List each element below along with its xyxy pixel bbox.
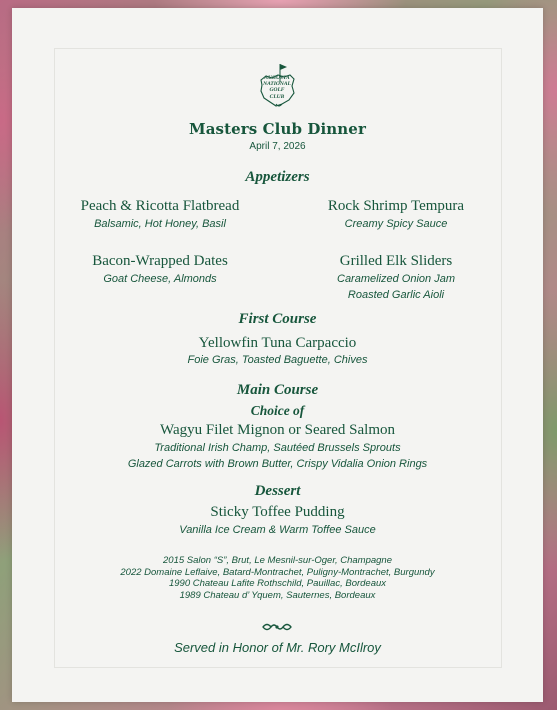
section-heading-appetizers: Appetizers [245, 169, 310, 185]
menu-card [12, 8, 543, 702]
logo-line-3: GOLF [269, 87, 285, 94]
section-heading-dessert: Dessert [254, 483, 301, 499]
dinner-date: April 7, 2026 [249, 141, 306, 152]
dish-name: Grilled Elk Sliders [339, 253, 453, 269]
wine-item: 2022 Domaine Leflaive, Batard-Montrachet, Puligny-Montrachet, Burgundy [120, 566, 435, 578]
dish-description: Goat Cheese, Almonds [103, 273, 217, 285]
wine-item: 1990 Chateau Lafite Rothschild, Pauillac, Bordeaux [168, 578, 387, 589]
dish-name: Wagyu Filet Mignon or Seared Salmon [159, 422, 395, 438]
choice-of-label: Choice of [250, 403, 305, 418]
dish-name: Yellowfin Tuna Carpaccio [198, 335, 357, 351]
logo-line-1: AUGUSTA [264, 75, 290, 81]
dish-name: Bacon-Wrapped Dates [92, 253, 228, 269]
logo-line-4: CLUB [269, 93, 285, 100]
wine-item: 1989 Chateau d’ Yquem, Sauternes, Bordeaux [179, 589, 376, 601]
dish-description: Glazed Carrots with Brown Butter, Crispy Vidalia Onion Rings [127, 458, 428, 470]
wine-list [12, 555, 543, 601]
dish-description: Balsamic, Hot Honey, Basil [94, 218, 226, 230]
dish-description: Traditional Irish Champ, Sautéed Brussels Sprouts [154, 442, 401, 454]
dish-name: Rock Shrimp Tempura [327, 198, 465, 214]
logo-line-2: NATIONAL [263, 81, 291, 88]
dish-name: Peach & Ricotta Flatbread [80, 198, 240, 214]
page-title: Masters Club Dinner [189, 120, 366, 138]
dish-description: Roasted Garlic Aioli [347, 289, 445, 301]
wine-item: 2015 Salon “S”, Brut, Le Mesnil-sur-Oger, Champagne [163, 555, 392, 566]
augusta-national-logo [256, 60, 298, 112]
dish-description: Caramelized Onion Jam [337, 273, 455, 285]
section-heading-first-course: First Course [238, 311, 317, 327]
dish-description: Foie Gras, Toasted Baguette, Chives [187, 354, 368, 366]
honor-line: Served in Honor of Mr. Rory McIlroy [174, 640, 381, 655]
dish-name: Sticky Toffee Pudding [210, 504, 345, 520]
section-heading-main-course: Main Course [236, 382, 319, 398]
dish-description: Creamy Spicy Sauce [344, 218, 448, 230]
dish-description: Vanilla Ice Cream & Warm Toffee Sauce [179, 524, 376, 536]
flourish-ornament-icon [261, 618, 293, 630]
